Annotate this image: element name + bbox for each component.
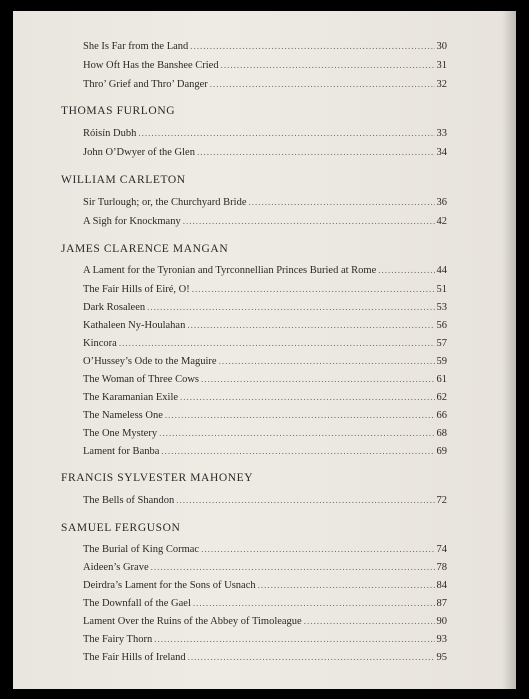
entry-page: 30 [436,41,447,52]
toc-entry[interactable] [83,320,447,334]
toc-entry[interactable] [83,147,447,161]
author-heading: WILLIAM CARLETON [61,174,186,186]
dot-leader [159,428,434,438]
toc-entry[interactable] [83,356,447,370]
entry-title: A Lament for the Tyronian and Tyrconnellian Princes Buried at Rome [83,265,377,276]
entry-title: Lament for Banba [83,446,160,457]
toc-entry[interactable] [83,598,447,612]
toc-entry[interactable] [83,544,447,558]
entry-title: John O’Dwyer of the Glen [83,147,195,158]
dot-leader [183,216,435,226]
dot-leader [304,616,435,626]
toc-entry[interactable] [83,302,447,316]
entry-page: 34 [436,147,447,158]
entry-title: How Oft Has the Banshee Cried [83,60,219,71]
entry-title: A Sigh for Knockmany [83,216,181,227]
entry-title: Róisín Dubh [83,128,137,139]
dot-leader [147,302,434,312]
dot-leader [201,544,434,554]
toc-entry[interactable] [83,284,447,298]
entry-title: Dark Rosaleen [83,302,146,313]
entry-page: 62 [436,392,447,403]
dot-leader [221,60,435,70]
entry-page: 95 [436,652,447,663]
entry-title: The Nameless One [83,410,163,421]
entry-page: 78 [436,562,447,573]
entry-title: Kathaleen Ny-Houlahan [83,320,186,331]
entry-page: 51 [436,284,447,295]
toc-entry[interactable] [83,265,447,279]
toc-entry[interactable] [83,495,447,509]
toc-entry[interactable] [83,392,447,406]
entry-page: 31 [436,60,447,71]
toc-entry[interactable] [83,446,447,460]
entry-page: 42 [436,216,447,227]
dot-leader [165,410,435,420]
entry-page: 56 [436,320,447,331]
entry-page: 57 [436,338,447,349]
toc-entry[interactable] [83,580,447,594]
entry-title: The Burial of King Cormac [83,544,200,555]
dot-leader [193,598,435,608]
dot-leader [192,284,435,294]
dot-leader [197,147,435,157]
entry-title: Lament Over the Ruins of the Abbey of Timoleague [83,616,302,627]
dot-leader [219,356,435,366]
entry-title: Sir Turlough; or, the Churchyard Bride [83,197,247,208]
dot-leader [138,128,434,138]
dot-leader [378,265,434,275]
toc-entry[interactable] [83,634,447,648]
toc-entry[interactable] [83,428,447,442]
toc-entry[interactable] [83,60,447,74]
entry-title: The Bells of Shandon [83,495,175,506]
toc-entry[interactable] [83,374,447,388]
entry-title: The Karamanian Exile [83,392,179,403]
dot-leader [119,338,435,348]
entry-title: Deirdra’s Lament for the Sons of Usnach [83,580,256,591]
entry-page: 33 [436,128,447,139]
entry-page: 44 [436,265,447,276]
entry-page: 93 [436,634,447,645]
entry-page: 68 [436,428,447,439]
entry-title: The Fairy Thorn [83,634,153,645]
dot-leader [258,580,435,590]
dot-leader [161,446,434,456]
toc-entry[interactable] [83,562,447,576]
entry-page: 90 [436,616,447,627]
author-heading: JAMES CLARENCE MANGAN [61,243,229,255]
toc-entry[interactable] [83,616,447,630]
toc-entry[interactable] [83,79,447,93]
entry-title: The Fair Hills of Ireland [83,652,186,663]
entry-page: 72 [436,495,447,506]
dot-leader [180,392,434,402]
entry-page: 69 [436,446,447,457]
entry-title: Aideen’s Grave [83,562,149,573]
dot-leader [210,79,435,89]
dot-leader [188,652,435,662]
entry-title: The Fair Hills of Eiré, O! [83,284,190,295]
entry-page: 36 [436,197,447,208]
toc-entry[interactable] [83,410,447,424]
toc-entry[interactable] [83,128,447,142]
author-heading: THOMAS FURLONG [61,105,176,117]
dot-leader [187,320,434,330]
dot-leader [176,495,434,505]
book-page [13,11,516,689]
toc-entry[interactable] [83,338,447,352]
entry-title: O’Hussey’s Ode to the Maguire [83,356,217,367]
entry-title: The One Mystery [83,428,158,439]
page-edge-shadow [502,11,516,689]
dot-leader [154,634,434,644]
toc-entry[interactable] [83,652,447,666]
entry-title: Thro’ Grief and Thro’ Danger [83,79,208,90]
author-heading: SAMUEL FERGUSON [61,522,181,534]
dot-leader [151,562,435,572]
toc-entry[interactable] [83,216,447,230]
entry-page: 32 [436,79,447,90]
entry-page: 74 [436,544,447,555]
entry-title: The Woman of Three Cows [83,374,199,385]
toc-entry[interactable] [83,41,447,55]
entry-page: 59 [436,356,447,367]
entry-page: 53 [436,302,447,313]
entry-page: 87 [436,598,447,609]
entry-page: 66 [436,410,447,421]
author-heading: FRANCIS SYLVESTER MAHONEY [61,472,254,484]
dot-leader [249,197,435,207]
toc-entry[interactable] [83,197,447,211]
entry-title: She Is Far from the Land [83,41,189,52]
dot-leader [190,41,434,51]
dot-leader [201,374,435,384]
entry-title: Kincora [83,338,117,349]
entry-page: 84 [436,580,447,591]
entry-page: 61 [436,374,447,385]
entry-title: The Downfall of the Gael [83,598,191,609]
